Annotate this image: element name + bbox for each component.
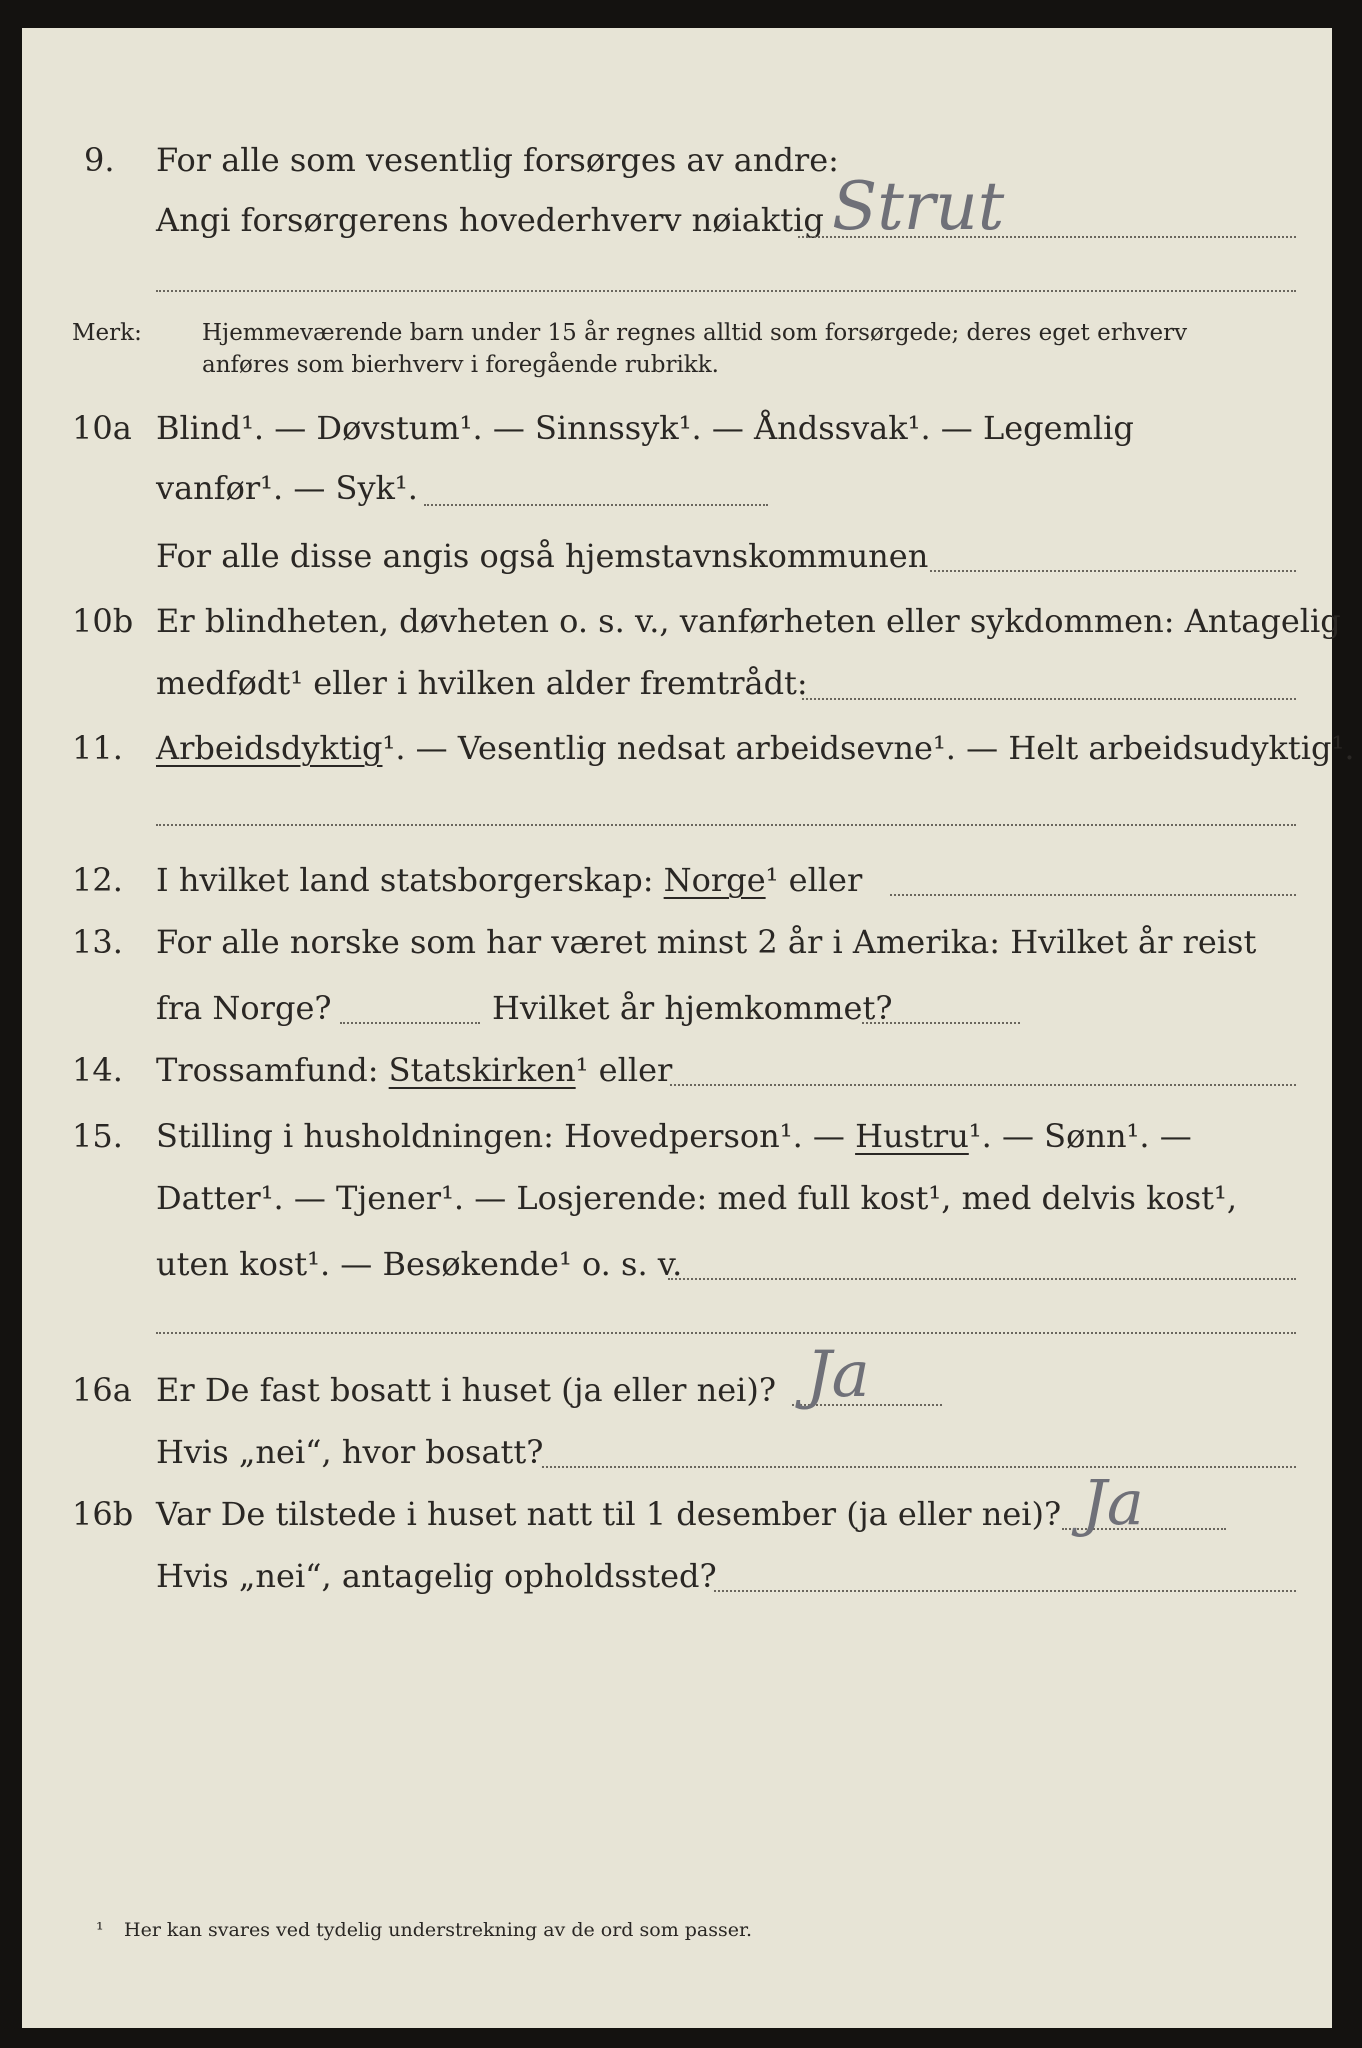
q12-line xyxy=(156,860,862,900)
q11-extra-line xyxy=(156,824,1296,826)
q15-line2: Datter¹. — Tjener¹. — Losjerende: med full kost¹, med delvis kost¹, xyxy=(156,1179,1238,1217)
q16a-number: 16a xyxy=(72,1371,132,1409)
q12-suffix: ¹ eller xyxy=(765,861,863,899)
q16a-handwritten-answer: Ja xyxy=(806,1338,870,1412)
q10b-line2: medfødt¹ eller i hvilken alder fremtrådt: xyxy=(156,664,808,702)
q13-reist-line xyxy=(340,1022,480,1024)
q15-line1-prefix: Stilling i husholdningen: Hovedperson¹. — xyxy=(156,1117,845,1155)
q16b-number: 16b xyxy=(72,1495,134,1533)
q11-selected-arbeidsdyktig: Arbeidsdyktig xyxy=(156,729,383,767)
q11-rest: ¹. — Vesentlig nedsat arbeidsevne¹. — Helt arbeidsudyktig¹. xyxy=(382,729,1355,767)
q10a-line3: For alle disse angis også hjemstavnskommunen xyxy=(156,537,929,575)
footnote-text: Her kan svares ved tydelig understrekning av de ord som passer. xyxy=(124,1919,753,1941)
q10a-number: 10a xyxy=(72,409,132,447)
q12-selected-norge: Norge xyxy=(663,861,766,899)
q10a-answer-line xyxy=(424,504,768,506)
q15-line1 xyxy=(156,1116,1192,1156)
footnote-mark: ¹ xyxy=(96,1919,104,1941)
q9-number: 9. xyxy=(84,141,115,179)
q16a-line1: Er De fast bosatt i huset (ja eller nei)? xyxy=(156,1371,777,1409)
q14-prefix: Trossamfund: xyxy=(156,1051,379,1089)
q15-line1-suffix: ¹. — Sønn¹. — xyxy=(968,1117,1192,1155)
q10b-answer-line xyxy=(802,698,1296,700)
q10b-line1: Er blindheten, døvheten o. s. v., vanførheten eller sykdommen: Antagelig xyxy=(156,602,1341,640)
q15-answer-line xyxy=(668,1278,1296,1280)
q9-line2: Angi forsørgerens hovederhverv nøiaktig xyxy=(156,201,824,239)
q9-line1: For alle som vesentlig forsørges av andre: xyxy=(156,141,839,179)
q14-line xyxy=(156,1050,672,1090)
q12-answer-line xyxy=(890,894,1296,896)
q12-number: 12. xyxy=(72,861,123,899)
q16b-handwritten-answer: Ja xyxy=(1082,1466,1144,1539)
q11-number: 11. xyxy=(72,729,123,767)
q16b-line1: Var De tilstede i huset natt til 1 desember (ja eller nei)? xyxy=(156,1495,1062,1533)
q15-extra-line xyxy=(156,1332,1296,1334)
q10a-line1: Blind¹. — Døvstum¹. — Sinnssyk¹. — Åndssvak¹. — Legemlig xyxy=(156,409,1134,447)
q9-extra-line xyxy=(156,290,1296,292)
q14-answer-line xyxy=(670,1084,1296,1086)
q9-handwritten-answer: Strut xyxy=(832,168,1005,245)
q16a-line2: Hvis „nei“, hvor bosatt? xyxy=(156,1433,544,1471)
merk-label: Merk: xyxy=(72,320,142,346)
q10a-line2: vanfør¹. — Syk¹. xyxy=(156,469,418,507)
q14-selected-statskirken: Statskirken xyxy=(388,1051,576,1089)
q13-line1: For alle norske som har været minst 2 år i Amerika: Hvilket år reist xyxy=(156,923,1257,961)
q16b-line2: Hvis „nei“, antagelig opholdssted? xyxy=(156,1557,717,1595)
census-form-page xyxy=(22,28,1355,2028)
q13-number: 13. xyxy=(72,923,123,961)
merk-line1: Hjemmeværende barn under 15 år regnes alltid som forsørgede; deres eget erhverv xyxy=(202,320,1188,346)
q13-line2a: fra Norge? xyxy=(156,989,332,1027)
q15-line3: uten kost¹. — Besøkende¹ o. s. v. xyxy=(156,1245,683,1283)
q16b-opholdssted-line xyxy=(714,1590,1296,1592)
q13-line2b: Hvilket år hjemkommet? xyxy=(492,989,893,1027)
q14-number: 14. xyxy=(72,1051,123,1089)
q10a-kommune-line xyxy=(930,570,1296,572)
q16a-bosatt-line xyxy=(542,1466,1296,1468)
q15-number: 15. xyxy=(72,1117,123,1155)
q12-prefix: I hvilket land statsborgerskap: xyxy=(156,861,654,899)
q13-hjemkommet-line xyxy=(862,1022,1020,1024)
q10b-number: 10b xyxy=(72,602,134,640)
merk-line2: anføres som bierhverv i foregående rubrikk. xyxy=(202,352,719,378)
q14-suffix: ¹ eller xyxy=(575,1051,673,1089)
q11-line xyxy=(156,728,1355,768)
q15-selected-hustru: Hustru xyxy=(855,1117,969,1155)
